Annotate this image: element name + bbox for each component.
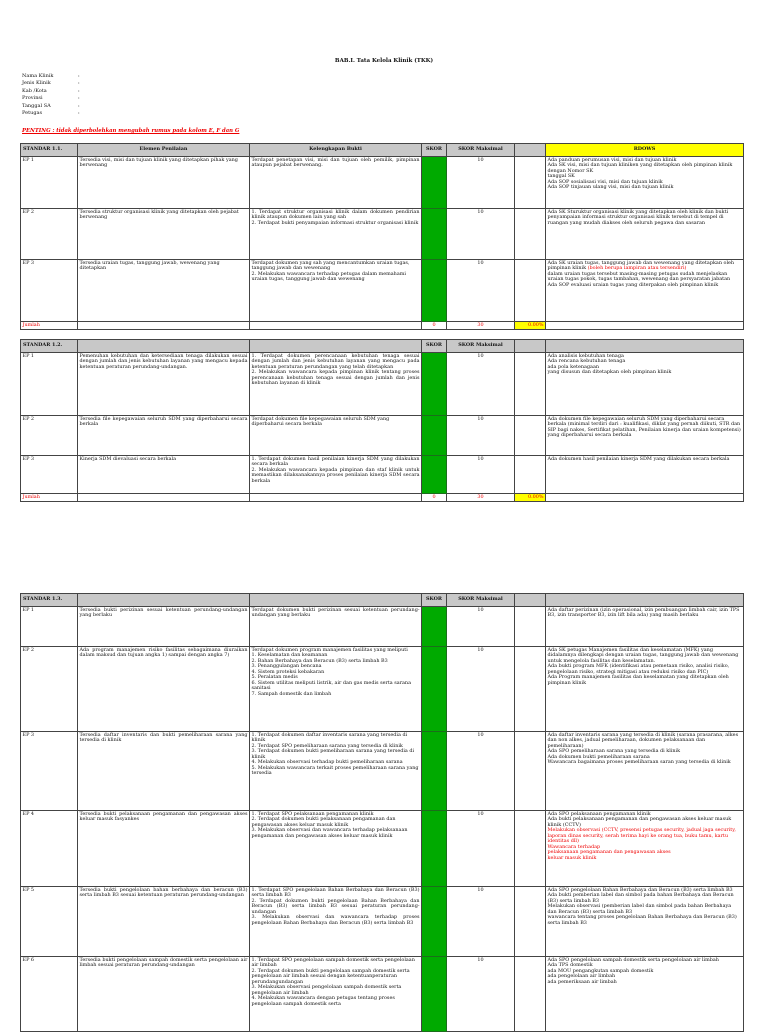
meta-sep: : [78, 95, 80, 102]
ep-cell: EP 3 [21, 456, 78, 494]
elemen-cell: Tersedia bukti pelaksanaan pengamanan dan pengawasan akses keluar masuk fasyankes [78, 811, 250, 887]
rdows-text: Ada SPO pelaksanaan pengamanan klinik Ada bukti pelaksanaan pengamanan dan pengawasan akses keluar masuk klinik (CCTV) [547, 810, 732, 828]
skor-max-cell: 10 [447, 607, 515, 647]
blank-cell [78, 494, 250, 502]
meta-sep: : [78, 87, 80, 94]
rdows-text: Ada SK uraian tugas, tanggung jawab dan wewenang yang ditetapkan oleh pimpinan klinik [547, 259, 735, 271]
table-row [21, 607, 744, 647]
elemen-cell: Tersedia bukti pengelolaan bahan berbahaya dan beracun (B3) serta limbah B3 sesuai ketentuan peraturan perundang-undangan [78, 887, 250, 957]
skor-max-cell: 10 [447, 353, 515, 416]
meta-sep: : [78, 110, 80, 117]
meta-label: Provinsi [22, 95, 43, 102]
elemen-cell: Pemenuhan kebutuhan dan ketersediaan tenaga dilakukan sesuai dengan jumlah dan jenis kebutuhan layanan yang mengacu kepada ketentuan peraturan perundang-undangan. [78, 353, 250, 416]
table-row [21, 157, 744, 209]
skor-max-cell: 10 [447, 732, 515, 811]
skor-max-cell: 10 [447, 209, 515, 260]
header-kelengkapan [250, 340, 422, 353]
jumlah-row [21, 322, 744, 330]
header-blank [515, 144, 546, 157]
ep-cell: EP 5 [21, 887, 78, 957]
header-blank [515, 594, 546, 607]
skor-input[interactable] [422, 416, 447, 456]
rdows-cell: Ada dokumen file kepegawaian seluruh SDM yang diperbaharui secara berkala (minimal terdiri dari : kualifikasi, diklat yang pernah diikuti, STR dan SIP bagi nakes, Sertifikat pelatihan, Penilaian kinerja dan uraian kompetensi) yang diperbaharui secara berkala [546, 416, 744, 456]
blank-cell [515, 607, 546, 647]
table-row [21, 260, 744, 322]
rdows-cell: Ada SK petugas Manajemen fasilitas dan keselamatan (MFK) yang didalamnya dilengkapi dengan uraian tugas, tanggung jawab dan wewenang untuk mengelola fasilitas dan keselamatan. Ada bukti program MFK (identifikasi atau pemetaan risiko, analisi risiko, pengelolaan risiko, strategi mitigasi atau reduksi risiko dan PIC) Ada Program manajemen fasilitas dan keselamatan yang ditetapkan oleh pimpinan klinik [546, 647, 744, 732]
meta-sep: : [78, 102, 80, 109]
skor-max-cell: 10 [447, 157, 515, 209]
header-kelengkapan [250, 594, 422, 607]
rdows-cell [546, 811, 744, 887]
skor-max-cell: 10 [447, 887, 515, 957]
skor-input[interactable] [422, 957, 447, 1032]
header-blank [546, 340, 744, 353]
jumlah-skor: 0 [422, 494, 447, 502]
jumlah-label: Jumlah [21, 322, 78, 330]
bukti-cell: Terdapat dokumen yang sah yang mencantumkan uraian tugas, tanggung jawab dan wewenang 2. Melakukan wawancara terhadap petugas dalam memahami uraian tugas, tanggung jawab dan wewenang [250, 260, 422, 322]
document-title: BAB.I. Tata Kelola Klinik (TKK) [334, 58, 434, 64]
ep-cell: EP 1 [21, 607, 78, 647]
meta-label: Kab /Kota [22, 87, 47, 94]
standard-1-3-table [20, 593, 744, 1032]
header-kelengkapan: Kelengkapan Bukti [250, 144, 422, 157]
meta-label: Jenis Klinik [22, 80, 51, 87]
bukti-cell: Terdapat dokumen program manajemen fasilitas yang meliputi 1. Keselamatan dan keamanan 2. Bahan Berbahaya dan Beracun (B3) serta limbah B3 3. Penanggulangan bencana 4. Sistem proteksi kebakaran 5. Peralatan medis 6. Sistem utilitas meliputi listrik, air dan gas medis serta sarana sanitasi 7. Sampah domestik dan limbah [250, 647, 422, 732]
skor-input[interactable] [422, 607, 447, 647]
rdows-cell: Ada SK Sturuktur organisasi klinik yang ditetapkan oleh klinik dan bukti penyampaian informasi struktur organisasi klinik tersebut di tempel di ruangan yang mudah diakses oleh seluruh pegawa dan sasaran [546, 209, 744, 260]
header-skor-max: SKOR Maksimal [447, 340, 515, 353]
meta-sep: : [78, 80, 80, 87]
rdows-cell: Ada daftar perizinan (izin operasional, izin pembuangan limbah cair, izin TPS B3, izin transporter B3, izin lift bila ada) yang masih berlaku [546, 607, 744, 647]
ep-cell: EP 3 [21, 732, 78, 811]
rdows-cell: Ada SPO pengelolaan Bahan Berbahaya dan Beracun (B3) serta limbah B3 Ada bukti pemberian label dan simbol pada bahan Berbahaya dan Beracun (B3) serta limbah B3 Melakukan observasi (pemberian label dan simbol pada bahan Berbahaya dan Beracun (B3) serta limbah B3 wawancara tentang proses pengelolaan Bahan Berbahaya dan Beracun (B3) serta limbah B3 [546, 887, 744, 957]
skor-input[interactable] [422, 157, 447, 209]
header-elemen [78, 340, 250, 353]
skor-input[interactable] [422, 647, 447, 732]
rdows-cell: Ada dokumen hasil penilaian kinerja SDM yang dilakukan secara berkala [546, 456, 744, 494]
header-skor: SKOR [422, 340, 447, 353]
table-row [21, 209, 744, 260]
blank-cell [515, 811, 546, 887]
skor-max-cell: 10 [447, 456, 515, 494]
blank-cell [546, 494, 744, 502]
rdows-cell: Ada panduan perumusan visi, misi dan tujuan klinik Ada SK visi, misi dan tujuan kliniken yang ditetapkan oleh pimpinan klinik dengan Nomor SK tanggal SK Ada SOP sosialisasi visi, misi dan tujuan klinik Ada SOP tinjauan ulang visi, misi dan tujuan klinik [546, 157, 744, 209]
skor-input[interactable] [422, 456, 447, 494]
bukti-cell: Terdapat penetapan visi, misi dan tujuan oleh pemilik, pimpinan ataupun pejabat berwenang. [250, 157, 422, 209]
rdows-cell [546, 260, 744, 322]
blank-cell [515, 157, 546, 209]
skor-max-cell: 10 [447, 957, 515, 1032]
jumlah-max: 30 [447, 494, 515, 502]
table-header [21, 594, 744, 607]
rdows-cell: Ada SPO pengelolaan sampah domestik serta pengelolaan air limbah Ada TPS domestik ada MOU pengangkutan sampah domestik ada pengelolaan air limbah ada pemeriksaan air limbah [546, 957, 744, 1032]
table-row [21, 416, 744, 456]
header-skor-max: SKOR Maksimal [447, 144, 515, 157]
skor-input[interactable] [422, 887, 447, 957]
rdows-cell: Ada daftar inventaris sarana yang tersedia di klinik (sarana prasarana, alkes dan non alkes, jadual pemeliharaan, dokumen pelaksanaan dan pemeliharaan) Ada SPO pemeliharaan sarana yang tersedia di klinik Ada dokumen bukti pemeliharaan sarana Wawancara bagaimana proses pemeliharaan saran yang tersedia di klinik [546, 732, 744, 811]
elemen-cell: Ada program manajemen risiko fasilitas sebagaimana diuraikan dalam maksud dan tujuan angka 1) sampai dengan angka 7) [78, 647, 250, 732]
header-rdows: RDOWS [546, 144, 744, 157]
elemen-cell: Tersedia file kepegawaian seluruh SDM yang diperbaharui secara berkala [78, 416, 250, 456]
jumlah-percent: 0.00% [515, 494, 546, 502]
table-row [21, 456, 744, 494]
bukti-cell: Terdapat dokumen bukti perizinan sesuai ketentuan perundang-undangan yang berlaku [250, 607, 422, 647]
blank-cell [250, 494, 422, 502]
ep-cell: EP 6 [21, 957, 78, 1032]
table-header [21, 144, 744, 157]
table-header [21, 340, 744, 353]
clinic-info [22, 73, 80, 117]
elemen-cell: Tersedia visi, misi dan tujuan klinik yang ditetapkan pihak yang berwenang [78, 157, 250, 209]
jumlah-max: 30 [447, 322, 515, 330]
bukti-cell: 1. Terdapat struktur organisasi klinik dalam dokumen pendirian klinik ataupun dokumen lain yang sah 2. Terdapat bukti penyampaian informasi struktur organisasi klinik [250, 209, 422, 260]
skor-input[interactable] [422, 811, 447, 887]
jumlah-label: Jumlah [21, 494, 78, 502]
bukti-cell: 1. Terdapat SPO pengelolaan sampah domestik serta pengelolaan air limbah 2. Terdapat dokumen bukti pengelolaan sampah domestik serta pengelolaan air limbah sesuai dengan ketentuanperaturan perundangundangan 3. Melakukan observasi pengelolaan sampah domestik serta pengelolaan air limbah 4. Melakukan wawancara dengan petugas tentang proses pengelolaan sampah domestik serta [250, 957, 422, 1032]
rdows-text: dalam uraian tugas tersebut masing-masing petugas sudah menjelaskan uraian tugas pokok, tugas tambahan, wewenang dan persyaratan jabatan Ada SOP evaluasi uraian tugas yang diterpakan oleh pimpinan klinik [547, 270, 731, 288]
blank-cell [515, 260, 546, 322]
jumlah-percent: 0.00% [515, 322, 546, 330]
meta-label: Tanggal SA [22, 102, 51, 109]
blank-cell [515, 647, 546, 732]
table-row [21, 647, 744, 732]
skor-input[interactable] [422, 260, 447, 322]
bukti-cell: 1. Terdapat SPO pelaksanaan pengamanan klinik 2. Terdapat dokumen bukti pelaksanaan pengamanan dan pengawasan akses keluar masuk klinik 3. Melakukan observasi dan wawancara terhadap pelaksanaan pengamanan dan pengawasan akses keluar masuk klinik [250, 811, 422, 887]
bukti-cell: 1. Terdapat dokumen perencanaan kebutuhan tenaga sesuai dengan jumlah dan jenis kebutuhan layanan yang mengacu pada ketentuan peraturan perundangan yang telah ditetapkan 2. Melakukan wawancara kepada pimpinan klinik tentang proses perencanaan kebutuhan tenaga sesuai dengan jumlah dan jenis kebutuhan layanan di klinik [250, 353, 422, 416]
elemen-cell: Tersedia uraian tugas, tanggung jawab, wewenang yang ditetapkan [78, 260, 250, 322]
table-row [21, 957, 744, 1032]
ep-cell: EP 2 [21, 647, 78, 732]
standard-label: STANDAR 1.3. [21, 594, 78, 607]
table-row [21, 887, 744, 957]
header-elemen [78, 594, 250, 607]
skor-input[interactable] [422, 732, 447, 811]
rdows-note: Melakukan observasi (CCTV, presensi petugas security, jadual jaga security, laporan dinas security, serah terima hayi ke orang tua, buku tamu, kartu identitas dll) Wawancara terhadap pelaksanaan pengamanan dan pengawasan akses keluar masuk klinik [547, 827, 736, 861]
skor-input[interactable] [422, 353, 447, 416]
skor-max-cell: 10 [447, 811, 515, 887]
warning-note: PENTING : tidak diperbolehkan mengubah rumus pada kolom E, F dan G [22, 128, 240, 134]
elemen-cell: Tersedia daftar inventaris dan bukti pemeliharaan sarana yang tersedia di klinik [78, 732, 250, 811]
ep-cell: EP 2 [21, 209, 78, 260]
standard-label: STANDAR 1.1. [21, 144, 78, 157]
blank-cell [515, 353, 546, 416]
header-blank [515, 340, 546, 353]
blank-cell [250, 322, 422, 330]
meta-label: Petugas [22, 110, 43, 117]
rdows-note: (boleh berupa lampiran atau tersendiri) [587, 265, 687, 271]
elemen-cell: Tersedia struktur organisasi klinik yang ditetapkan oleh pejabat berwenang [78, 209, 250, 260]
skor-max-cell: 10 [447, 260, 515, 322]
skor-max-cell: 10 [447, 647, 515, 732]
elemen-cell: Kinerja SDM dievaluasi secara berkala [78, 456, 250, 494]
blank-cell [515, 456, 546, 494]
header-elemen: Elemen Penilaian [78, 144, 250, 157]
standard-1-2-table [20, 339, 744, 502]
table-row [21, 353, 744, 416]
standard-1-1-table [20, 143, 744, 330]
ep-cell: EP 2 [21, 416, 78, 456]
bukti-cell: 1. Terdapat dokumen hasil penilaian kinerja SDM yang dilakukan secara berkala 2. Melakukan wawancara kepada pimpinan dan staf klinik untuk memastikan dilaksanakannya proses penilaian kinerja SDM secara berkala [250, 456, 422, 494]
header-skor-max: SKOR Maksimal [447, 594, 515, 607]
elemen-cell: Tersedia bukti pengelolaan sampah domestik serta pengelolaan air limbah sesuai peraturan perundang-undangan [78, 957, 250, 1032]
blank-cell [515, 887, 546, 957]
blank-cell [515, 209, 546, 260]
meta-label: Nama Klinik [22, 73, 54, 79]
blank-cell [515, 416, 546, 456]
blank-cell [515, 732, 546, 811]
standard-label: STANDAR 1.2. [21, 340, 78, 353]
skor-input[interactable] [422, 209, 447, 260]
bukti-cell: 1. Terdapat dokumen daftar inventaris sarana yang tersedia di klinik 2. Terdapat SPO pemeliharaan sarana yang tersedia di klinik 3. Terdapat dokumen bukti pemeliharaan sarana yang tersedia di klinik 4. Melakukan observasi terhadap bukti pemeliharaan sarana 5. Melakukan wawancara terkait proses pemeliharaan sarana yang tersedia [250, 732, 422, 811]
meta-sep: : [78, 73, 80, 79]
skor-max-cell: 10 [447, 416, 515, 456]
jumlah-row [21, 494, 744, 502]
header-skor: SKOR [422, 144, 447, 157]
ep-cell: EP 3 [21, 260, 78, 322]
blank-cell [546, 322, 744, 330]
bukti-cell: Terdapat dokumen file kepegawaian seluruh SDM yang diperbaharui secara berkala [250, 416, 422, 456]
ep-cell: EP 1 [21, 157, 78, 209]
bukti-cell: 1. Terdapat SPO pengelolaan Bahan Berbahaya dan Beracun (B3) serta limbah B3 2. Terdapat dokumen bukti pengelolaan Bahan Berbahaya dan Beracun (B3) serta limbah B3 sesuai peraturan perundang-undangan 3. Melakukan observasi dan wawancara terhadap proses pengelolaan Bahan Berbahaya dan Beracun (B3) serta limbah B3 [250, 887, 422, 957]
table-row [21, 732, 744, 811]
elemen-cell: Tersedia bukti perizinan sesuai ketentuan perundang-undangan yang berlaku [78, 607, 250, 647]
jumlah-skor: 0 [422, 322, 447, 330]
blank-cell [515, 957, 546, 1032]
header-blank [546, 594, 744, 607]
table-row [21, 811, 744, 887]
ep-cell: EP 4 [21, 811, 78, 887]
ep-cell: EP 1 [21, 353, 78, 416]
blank-cell [78, 322, 250, 330]
header-skor: SKOR [422, 594, 447, 607]
rdows-cell: Ada analisis kebutuhan tenaga Ada rencana kebutuhan tenaga ada pola ketenagaan yang disusun dan ditetapkan oleh pimpinan klinik [546, 353, 744, 416]
